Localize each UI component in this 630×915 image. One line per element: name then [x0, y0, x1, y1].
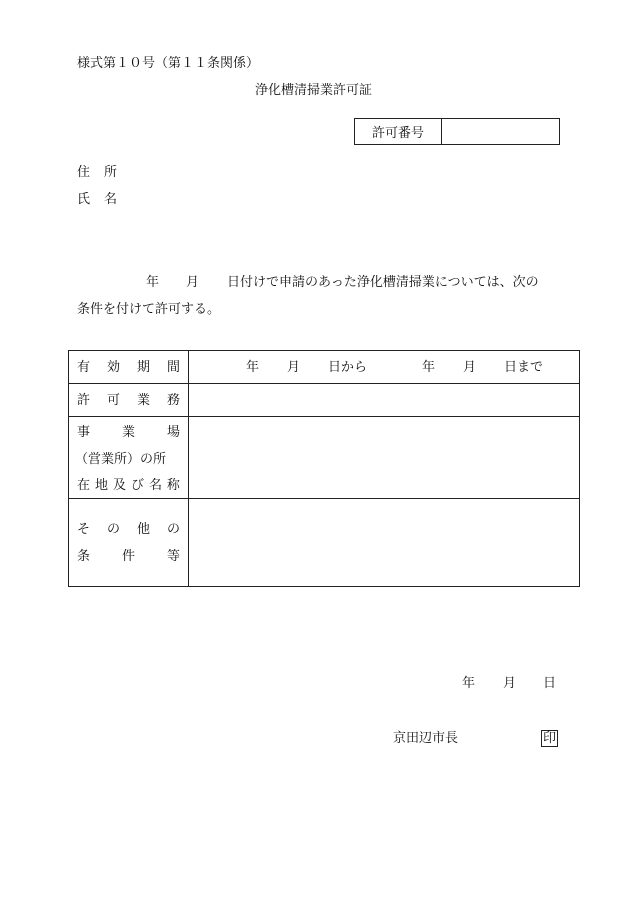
name-label-char: 氏 [77, 192, 91, 207]
body-line2: 条件を付けて許可する。 [77, 302, 221, 317]
table-row [69, 384, 579, 417]
address-label-char: 住 [77, 165, 91, 180]
header-char: 効 [106, 360, 120, 375]
header-char: そ [77, 522, 91, 537]
header-char: 業 [136, 393, 150, 408]
business-location-header [69, 417, 189, 498]
header-char: 業 [121, 425, 135, 440]
header-char: 場 [166, 425, 180, 440]
to-day: 日まで [504, 360, 544, 375]
header-char: 務 [166, 393, 180, 408]
other-conditions-header [69, 499, 189, 586]
date-year: 年 [462, 676, 476, 691]
name-label-char: 名 [104, 192, 118, 207]
header-char: 等 [166, 549, 180, 564]
form-number: 様式第１０号（第１１条関係） [77, 56, 260, 71]
header-char: 期 [136, 360, 150, 375]
header-char: 称 [166, 478, 180, 493]
permit-number-label: 許可番号 [355, 119, 442, 144]
address-label-char: 所 [104, 165, 118, 180]
header-char: 件 [121, 549, 135, 564]
permit-number-box [354, 118, 560, 145]
to-month: 月 [463, 360, 477, 375]
business-location-value [189, 417, 579, 498]
seal-mark [541, 730, 558, 747]
other-conditions-value [189, 499, 579, 586]
conditions-table [68, 350, 580, 587]
validity-period-header [69, 351, 189, 383]
header-char: 可 [106, 393, 120, 408]
header-char: 名 [148, 478, 162, 493]
body-month: 月 [186, 275, 200, 290]
header-char: 許 [77, 393, 91, 408]
issuer-name: 京田辺市長 [393, 731, 459, 746]
validity-period-value [189, 351, 579, 383]
to-year: 年 [422, 360, 436, 375]
permit-number-value [442, 119, 559, 144]
from-year: 年 [246, 360, 260, 375]
header-char: 有 [77, 360, 91, 375]
header-char: の [166, 522, 180, 537]
seal-text: 印 [543, 731, 557, 746]
from-day: 日から [328, 360, 368, 375]
body-line1-rest: 日付けで申請のあった浄化槽清掃業については、次の [227, 275, 539, 290]
header-char: 他 [136, 522, 150, 537]
header-char: び [130, 478, 144, 493]
table-row [69, 417, 579, 499]
header-char: 条 [77, 549, 91, 564]
table-row [69, 499, 579, 586]
header-char: 地 [94, 478, 108, 493]
permitted-business-value [189, 384, 579, 416]
header-char: 間 [166, 360, 180, 375]
header-char: 及 [112, 478, 126, 493]
header-char: 事 [77, 425, 91, 440]
date-month: 月 [503, 676, 517, 691]
table-row [69, 351, 579, 384]
header-char: （営業所）の所 [75, 452, 167, 467]
date-day: 日 [543, 676, 557, 691]
header-char: 在 [77, 478, 91, 493]
body-year: 年 [146, 275, 160, 290]
from-month: 月 [287, 360, 301, 375]
header-char: の [106, 522, 120, 537]
permitted-business-header [69, 384, 189, 416]
page-title: 浄化槽清掃業許可証 [255, 83, 373, 98]
